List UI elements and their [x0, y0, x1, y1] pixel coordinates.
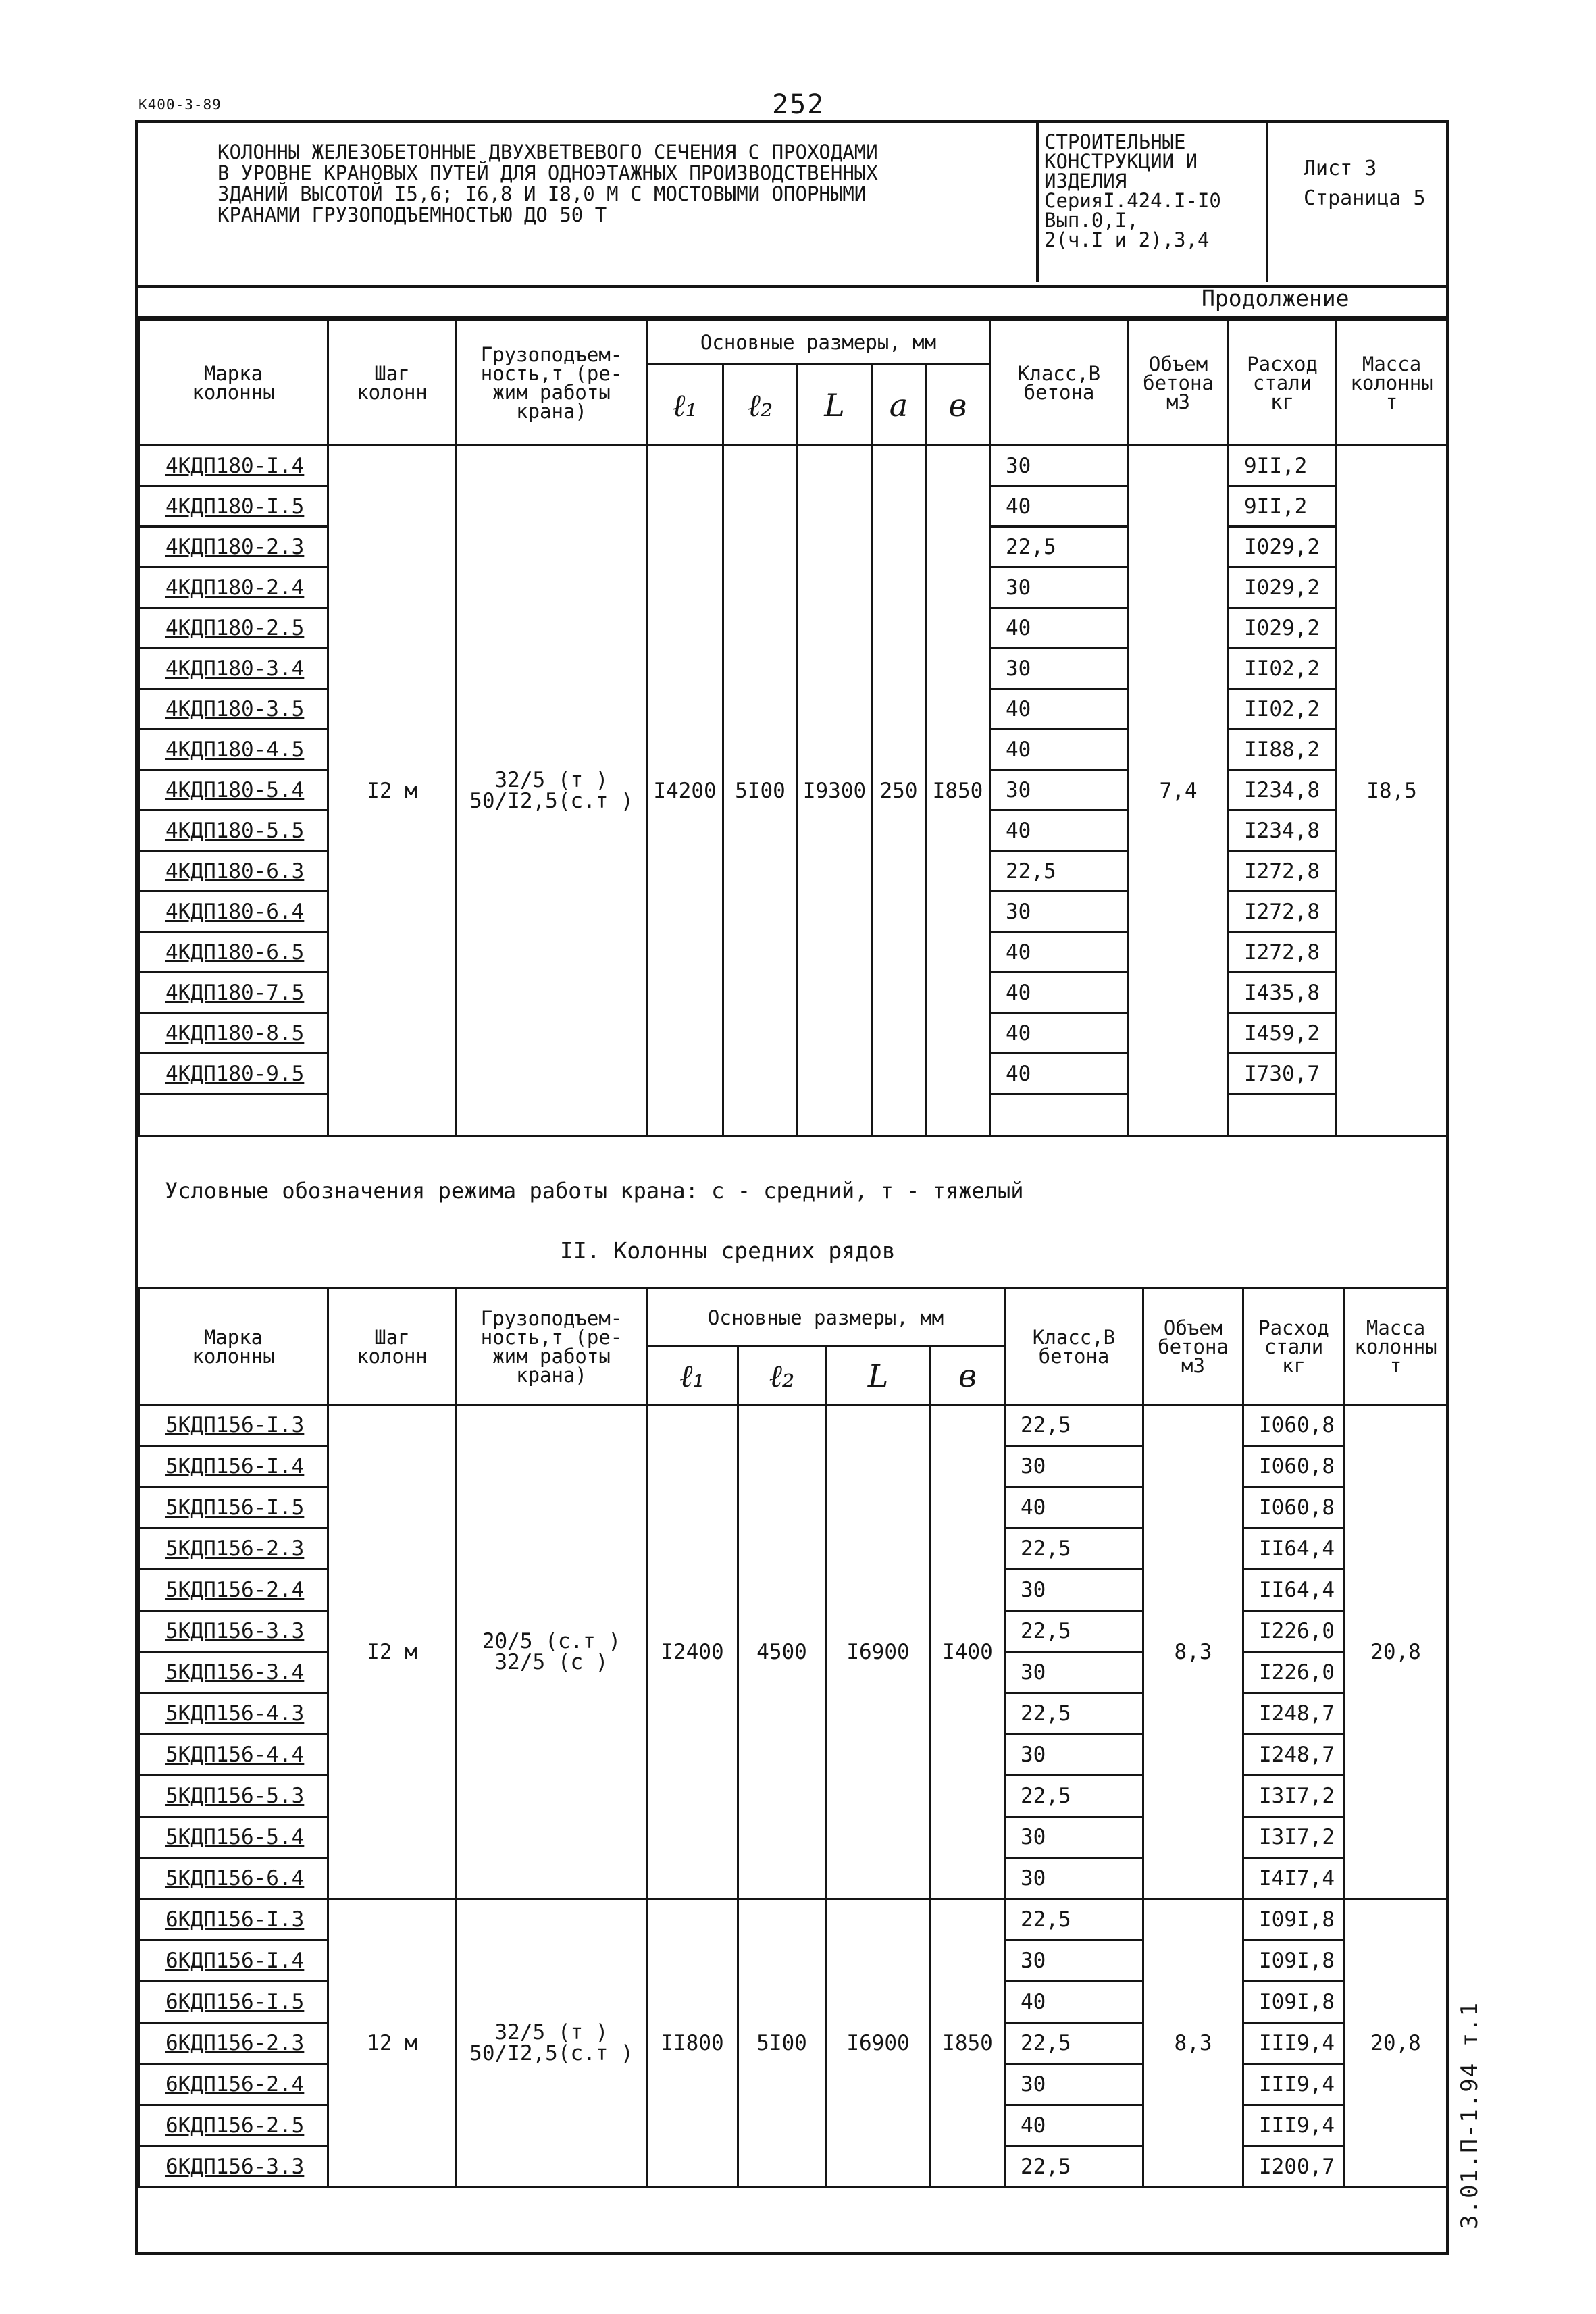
- steel-consumption: I730,7: [1229, 1054, 1337, 1094]
- steel-consumption: III9,4: [1243, 2064, 1345, 2105]
- dim-b: I850: [926, 446, 990, 1136]
- concrete-class: 40: [990, 1054, 1129, 1094]
- steel-consumption: I226,0: [1243, 1611, 1345, 1652]
- steel-consumption: I435,8: [1229, 973, 1337, 1013]
- empty-cell: [990, 1094, 1129, 1136]
- steel-consumption: III9,4: [1243, 2023, 1345, 2064]
- side-document-code: 3.01.П-1.94 т.1: [1456, 2001, 1483, 2229]
- column-mark: 4КДП180-6.3: [139, 851, 328, 892]
- document-sheet: [135, 120, 1449, 2255]
- steel-consumption: I09I,8: [1243, 1940, 1345, 1982]
- column-mark: 4КДП180-I.4: [139, 446, 328, 486]
- column-mark: 4КДП180-3.4: [139, 648, 328, 689]
- steel-consumption: I234,8: [1229, 811, 1337, 851]
- concrete-class: 30: [1005, 1940, 1143, 1982]
- steel-consumption: I09I,8: [1243, 1899, 1345, 1940]
- header-a: a: [872, 365, 926, 446]
- sheet-number: Лист 3: [1304, 157, 1377, 180]
- concrete-class: 40: [1005, 2105, 1143, 2146]
- concrete-class: 22,5: [1005, 1693, 1143, 1734]
- steel-consumption: II64,4: [1243, 1570, 1345, 1611]
- crane-capacity: 20/5 (с.т ) 32/5 (с ): [457, 1405, 647, 1899]
- concrete-class: 30: [990, 648, 1129, 689]
- concrete-class: 40: [990, 932, 1129, 973]
- empty-cell: [1229, 1094, 1337, 1136]
- header-mark: Марка колонны: [139, 1289, 328, 1405]
- concrete-class: 22,5: [1005, 2146, 1143, 2188]
- steel-consumption: I029,2: [1229, 567, 1337, 608]
- header-l2: ℓ₂: [738, 1347, 826, 1405]
- column-mark: 5КДП156-6.4: [139, 1858, 328, 1899]
- concrete-class: 22,5: [1005, 2023, 1143, 2064]
- header-mass: Масса колонны т: [1345, 1289, 1447, 1405]
- column-mark: 5КДП156-4.4: [139, 1734, 328, 1776]
- concrete-class: 40: [990, 486, 1129, 527]
- steel-consumption: I060,8: [1243, 1405, 1345, 1446]
- column-mass: 20,8: [1345, 1405, 1447, 1899]
- steel-consumption: I200,7: [1243, 2146, 1345, 2188]
- concrete-class: 40: [990, 1013, 1129, 1054]
- header-mark: Марка колонны: [139, 320, 328, 446]
- column-mass: 20,8: [1345, 1899, 1447, 2188]
- column-mark: 6КДП156-2.5: [139, 2105, 328, 2146]
- document-title: КОЛОННЫ ЖЕЛЕЗОБЕТОННЫЕ ДВУХВЕТВЕВОГО СЕЧЕНИЯ С ПРОХОДАМИ В УРОВНЕ КРАНОВЫХ ПУТЕЙ ДЛЯ ОДНОЭТАЖНЫХ ПРОИЗВОДСТВЕННЫХ ЗДАНИЙ ВЫСОТОЙ I5,6; I6,8 И I8,0 М С МОСТОВЫМИ ОПОРНЫМИ КРАНАМИ ГРУЗОПОДЪЕМНОСТЬЮ ДО 50 Т: [217, 140, 878, 226]
- dim-L: I6900: [826, 1405, 931, 1899]
- concrete-class: 22,5: [1005, 1528, 1143, 1570]
- concrete-class: 30: [990, 892, 1129, 932]
- dim-l2: 5I00: [723, 446, 798, 1136]
- column-mark: 5КДП156-I.4: [139, 1446, 328, 1487]
- column-mark: 4КДП180-6.4: [139, 892, 328, 932]
- concrete-class: 30: [990, 446, 1129, 486]
- column-mark: 4КДП180-2.4: [139, 567, 328, 608]
- concrete-class: 22,5: [1005, 1405, 1143, 1446]
- column-mark: 4КДП180-8.5: [139, 1013, 328, 1054]
- steel-consumption: 9II,2: [1229, 446, 1337, 486]
- series-info: СТРОИТЕЛЬНЫЕ КОНСТРУКЦИИ И ИЗДЕЛИЯ СерияI.424.I-I0 Вып.0,I, 2(ч.I и 2),3,4: [1036, 123, 1266, 282]
- dim-L: I6900: [826, 1899, 931, 2188]
- steel-consumption: I248,7: [1243, 1734, 1345, 1776]
- header-step: Шаг колонн: [328, 1289, 457, 1405]
- dim-b: I400: [931, 1405, 1005, 1899]
- steel-consumption: II88,2: [1229, 729, 1337, 770]
- column-mark: 4КДП180-5.4: [139, 770, 328, 811]
- concrete-volume: 8,3: [1143, 1405, 1243, 1899]
- header-L: L: [826, 1347, 931, 1405]
- page-label: Страница 5: [1304, 186, 1426, 210]
- steel-consumption: I060,8: [1243, 1487, 1345, 1528]
- column-mark: 4КДП180-4.5: [139, 729, 328, 770]
- column-mark: 4КДП180-3.5: [139, 689, 328, 729]
- column-mass: I8,5: [1337, 446, 1447, 1136]
- concrete-class: 30: [1005, 1570, 1143, 1611]
- concrete-class: 22,5: [1005, 1776, 1143, 1817]
- dim-L: I9300: [798, 446, 872, 1136]
- steel-consumption: III9,4: [1243, 2105, 1345, 2146]
- concrete-class: 30: [990, 770, 1129, 811]
- dim-l1: I2400: [647, 1405, 738, 1899]
- steel-consumption: I234,8: [1229, 770, 1337, 811]
- column-mark: 4КДП180-7.5: [139, 973, 328, 1013]
- header-step: Шаг колонн: [328, 320, 457, 446]
- column-step: 12 м: [328, 1899, 457, 2188]
- column-mark: 4КДП180-5.5: [139, 811, 328, 851]
- concrete-class: 30: [1005, 1858, 1143, 1899]
- concrete-volume: 8,3: [1143, 1899, 1243, 2188]
- header-capacity: Грузоподъем- ность,т (ре- жим работы крана): [457, 1289, 647, 1405]
- column-step: I2 м: [328, 446, 457, 1136]
- concrete-class: 22,5: [1005, 1899, 1143, 1940]
- document-code: К400-3-89: [138, 97, 222, 113]
- column-mark: 5КДП156-2.3: [139, 1528, 328, 1570]
- column-mark: 6КДП156-I.3: [139, 1899, 328, 1940]
- steel-consumption: I3I7,2: [1243, 1776, 1345, 1817]
- header-l1: ℓ₁: [647, 1347, 738, 1405]
- steel-consumption: I226,0: [1243, 1652, 1345, 1693]
- concrete-class: 30: [1005, 1817, 1143, 1858]
- concrete-class: 30: [1005, 1734, 1143, 1776]
- steel-consumption: I272,8: [1229, 892, 1337, 932]
- steel-consumption: II02,2: [1229, 648, 1337, 689]
- column-mark: 4КДП180-2.5: [139, 608, 328, 648]
- header-L: L: [798, 365, 872, 446]
- steel-consumption: I029,2: [1229, 527, 1337, 567]
- concrete-volume: 7,4: [1129, 446, 1229, 1136]
- column-mark: 5КДП156-5.3: [139, 1776, 328, 1817]
- crane-mode-legend: Условные обозначения режима работы крана: с - средний, т - тяжелый: [165, 1178, 1024, 1204]
- column-mark: 4КДП180-2.3: [139, 527, 328, 567]
- concrete-class: 30: [1005, 2064, 1143, 2105]
- concrete-class: 30: [1005, 1652, 1143, 1693]
- header-dimensions: Основные размеры, мм: [647, 320, 990, 365]
- column-mark: 5КДП156-3.3: [139, 1611, 328, 1652]
- dim-l1: I4200: [647, 446, 723, 1136]
- column-mark: 5КДП156-4.3: [139, 1693, 328, 1734]
- steel-consumption: II02,2: [1229, 689, 1337, 729]
- dim-b: I850: [931, 1899, 1005, 2188]
- columns-table-edge-rows: [138, 319, 1448, 1137]
- table-row: [139, 1405, 1447, 1446]
- header-steel: Расход стали кг: [1243, 1289, 1345, 1405]
- column-mark: 5КДП156-5.4: [139, 1817, 328, 1858]
- concrete-class: 40: [1005, 1982, 1143, 2023]
- continuation-label: Продолжение: [1202, 285, 1349, 311]
- steel-consumption: I09I,8: [1243, 1982, 1345, 2023]
- steel-consumption: II64,4: [1243, 1528, 1345, 1570]
- column-mark: 6КДП156-I.5: [139, 1982, 328, 2023]
- crane-capacity: 32/5 (т ) 50/I2,5(с.т ): [457, 446, 647, 1136]
- column-mark: 6КДП156-3.3: [139, 2146, 328, 2188]
- dim-l1: II800: [647, 1899, 738, 2188]
- steel-consumption: I3I7,2: [1243, 1817, 1345, 1858]
- empty-cell: [139, 1094, 328, 1136]
- header-b: в: [931, 1347, 1005, 1405]
- steel-consumption: 9II,2: [1229, 486, 1337, 527]
- concrete-class: 22,5: [990, 527, 1129, 567]
- concrete-class: 30: [1005, 1446, 1143, 1487]
- header-concrete-class: Класс,В бетона: [1005, 1289, 1143, 1405]
- crane-capacity: 32/5 (т ) 50/I2,5(с.т ): [457, 1899, 647, 2188]
- dim-l2: 4500: [738, 1405, 826, 1899]
- steel-consumption: I272,8: [1229, 932, 1337, 973]
- concrete-class: 40: [990, 973, 1129, 1013]
- table-row: [139, 1899, 1447, 1940]
- column-mark: 5КДП156-I.5: [139, 1487, 328, 1528]
- header-b: в: [926, 365, 990, 446]
- section-title: II. Колонны средних рядов: [560, 1237, 896, 1264]
- steel-consumption: I272,8: [1229, 851, 1337, 892]
- header-concrete-volume: Объем бетона м3: [1129, 320, 1229, 446]
- steel-consumption: I4I7,4: [1243, 1858, 1345, 1899]
- sheet-info: [1266, 123, 1446, 282]
- header-l1: ℓ₁: [647, 365, 723, 446]
- column-mark: 4КДП180-6.5: [139, 932, 328, 973]
- concrete-class: 30: [990, 567, 1129, 608]
- dim-l2: 5I00: [738, 1899, 826, 2188]
- column-mark: 5КДП156-2.4: [139, 1570, 328, 1611]
- steel-consumption: I248,7: [1243, 1693, 1345, 1734]
- concrete-class: 40: [990, 811, 1129, 851]
- column-mark: 6КДП156-I.4: [139, 1940, 328, 1982]
- header-dimensions: Основные размеры, мм: [647, 1289, 1005, 1347]
- page-number: 252: [772, 89, 825, 120]
- steel-consumption: I060,8: [1243, 1446, 1345, 1487]
- dim-a: 250: [872, 446, 926, 1136]
- column-mark: 4КДП180-I.5: [139, 486, 328, 527]
- steel-consumption: I029,2: [1229, 608, 1337, 648]
- header-concrete-class: Класс,В бетона: [990, 320, 1129, 446]
- column-mark: 4КДП180-9.5: [139, 1054, 328, 1094]
- concrete-class: 40: [990, 689, 1129, 729]
- concrete-class: 40: [1005, 1487, 1143, 1528]
- column-step: I2 м: [328, 1405, 457, 1899]
- header-capacity: Грузоподъем- ность,т (ре- жим работы крана): [457, 320, 647, 446]
- header-mass: Масса колонны т: [1337, 320, 1447, 446]
- header-l2: ℓ₂: [723, 365, 798, 446]
- concrete-class: 22,5: [1005, 1611, 1143, 1652]
- header-steel: Расход стали кг: [1229, 320, 1337, 446]
- title-block: [138, 123, 1446, 288]
- concrete-class: 40: [990, 729, 1129, 770]
- table-row: [139, 446, 1447, 486]
- column-mark: 6КДП156-2.3: [139, 2023, 328, 2064]
- columns-table-middle-rows: [138, 1287, 1448, 2188]
- column-mark: 6КДП156-2.4: [139, 2064, 328, 2105]
- header-concrete-volume: Объем бетона м3: [1143, 1289, 1243, 1405]
- column-mark: 5КДП156-3.4: [139, 1652, 328, 1693]
- steel-consumption: I459,2: [1229, 1013, 1337, 1054]
- column-mark: 5КДП156-I.3: [139, 1405, 328, 1446]
- concrete-class: 40: [990, 608, 1129, 648]
- concrete-class: 22,5: [990, 851, 1129, 892]
